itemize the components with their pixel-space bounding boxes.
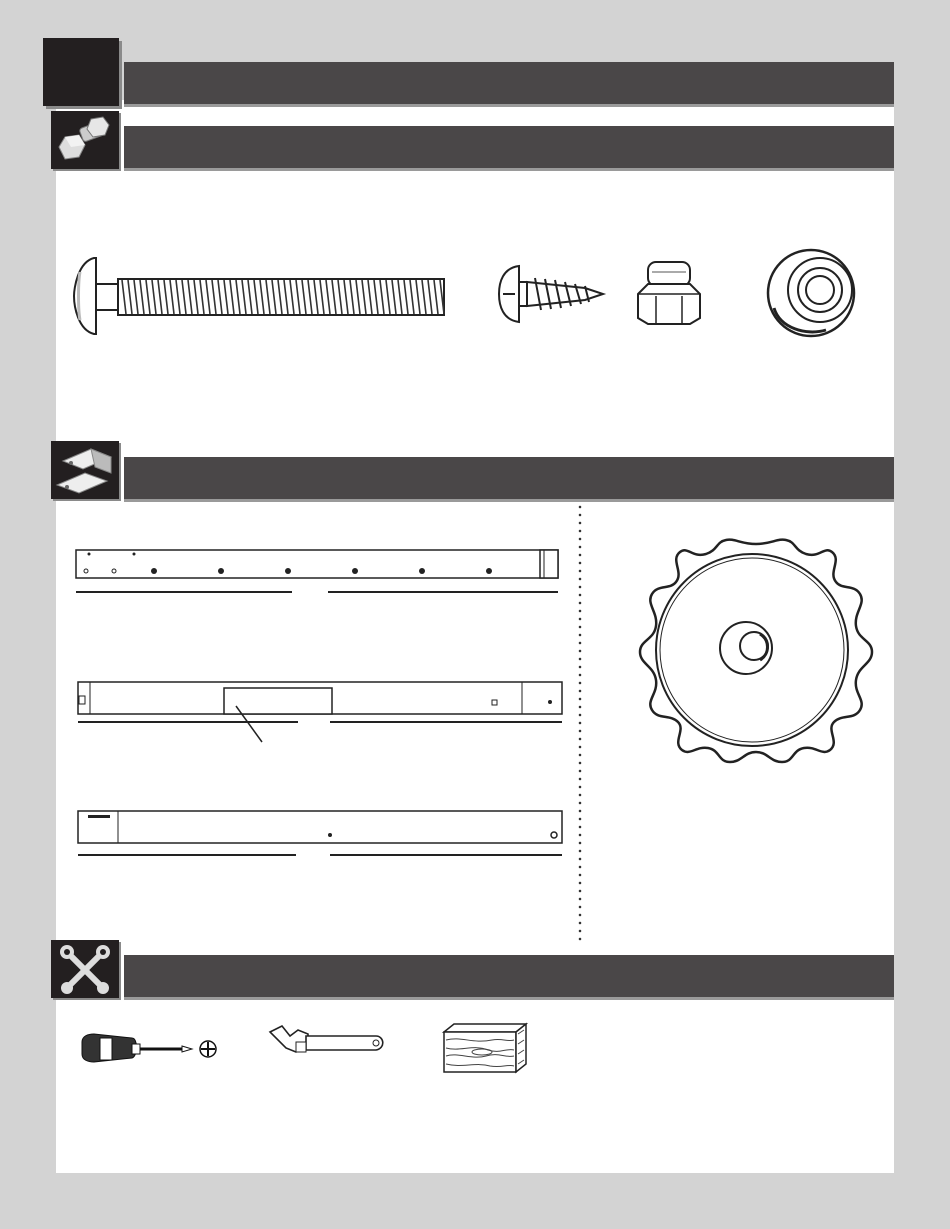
rail-3 (76, 809, 564, 861)
knob-icon (636, 536, 876, 766)
step-title-bar (124, 62, 894, 104)
hardware-section-bar (124, 126, 894, 168)
bracket-parts-icon (51, 441, 119, 499)
wood-screw-icon (497, 264, 607, 324)
step-number-box (43, 38, 119, 106)
screwdriver-icon (80, 1030, 220, 1066)
lock-nut-icon (634, 258, 704, 328)
column-separator (578, 503, 582, 943)
tools-section-bar (124, 955, 894, 997)
bushing-icon (766, 248, 856, 338)
crossed-wrenches-icon (51, 940, 119, 998)
hex-bolt-nut-icon (51, 111, 119, 169)
rail-1 (74, 546, 560, 598)
wood-block-icon (442, 1022, 528, 1074)
rail-2-with-label (76, 680, 564, 746)
adjustable-wrench-icon (268, 1022, 388, 1062)
carriage-bolt-icon (72, 252, 452, 342)
parts-section-bar (124, 457, 894, 499)
